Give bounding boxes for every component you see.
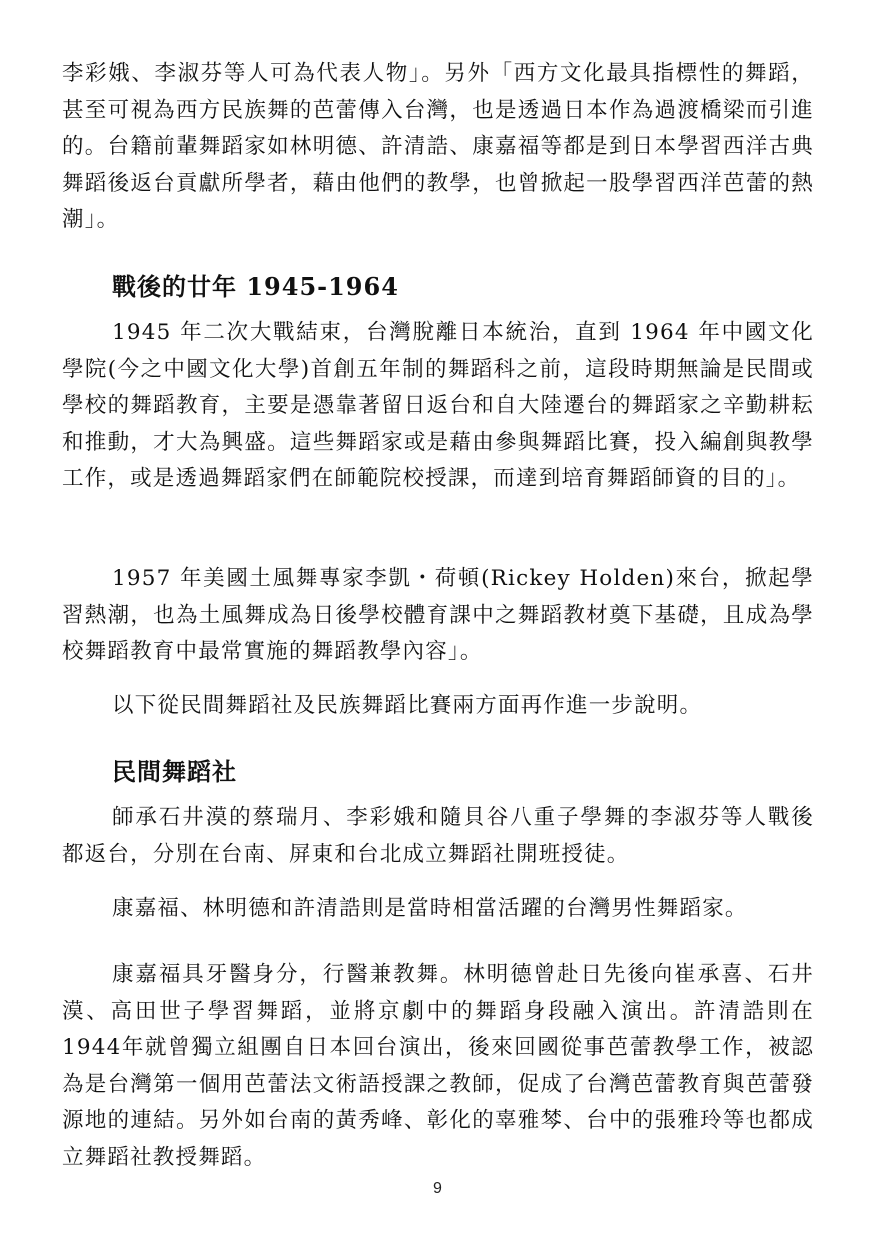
section-heading-dance-studios: 民間舞蹈社 xyxy=(112,757,237,786)
section-heading-postwar: 戰後的廿年 1945-1964 xyxy=(112,272,399,301)
paragraph-dancer-biographies: 康嘉福具牙醫身分，行醫兼教舞。林明德曾赴日先後向崔承喜、石井漠、高田世子學習舞蹈，並將京劇中的舞蹈身段融入演出。許清誥則在1944年就曾獨立組團自日本回台演出，後來回國從事芭蕾教學工作，被認為是台灣第一個用芭蕾法文術語授課之教師，促成了台灣芭蕾教育與芭蕾發源地的連結。另外如台南的黃秀峰、彰化的辜雅棽、台中的張雅玲等也都成立舞蹈社教授舞蹈。 xyxy=(62,962,814,1170)
paragraph-folk-dance: 1957 年美國土風舞專家李凱・荷頓(Rickey Holden)來台，掀起學習熱潮，也為土風舞成為日後學校體育課中之舞蹈教材奠下基礎，且成為學校舞蹈教育中最常實施的舞蹈教學內容」。 xyxy=(62,566,814,664)
paragraph-male-dancers: 康嘉福、林明德和許清誥則是當時相當活躍的台灣男性舞蹈家。 xyxy=(112,896,748,921)
paragraph-studio-founders: 師承石井漠的蔡瑞月、李彩娥和隨貝谷八重子學舞的李淑芬等人戰後都返台，分別在台南、屏東和台北成立舞蹈社開班授徒。 xyxy=(62,805,814,867)
paragraph-further-explanation: 以下從民間舞蹈社及民族舞蹈比賽兩方面再作進一步說明。 xyxy=(112,693,703,718)
page-number: 9 xyxy=(433,1180,442,1197)
paragraph-postwar-dance-education: 1945 年二次大戰結束，台灣脫離日本統治，直到 1964 年中國文化學院(今之中國文化大學)首創五年制的舞蹈科之前，這段時期無論是民間或學校的舞蹈教育，主要是憑靠著留日返台和自大陸遷台的舞蹈家之辛勤耕耘和推動，才大為興盛。這些舞蹈家或是藉由參與舞蹈比賽，投入編創與教學工作，或是透過舞蹈家們在師範院校授課，而達到培育舞蹈師資的目的」。 xyxy=(62,320,814,491)
paragraph-ballet-introduction: 李彩娥、李淑芬等人可為代表人物」。另外「西方文化最具指標性的舞蹈，甚至可視為西方民族舞的芭蕾傳入台灣，也是透過日本作為過渡橋梁而引進的。台籍前輩舞蹈家如林明德、許清誥、康嘉福等都是到日本學習西洋古典舞蹈後返台貢獻所學者，藉由他們的教學，也曾掀起一股學習西洋芭蕾的熱潮」。 xyxy=(62,61,814,232)
